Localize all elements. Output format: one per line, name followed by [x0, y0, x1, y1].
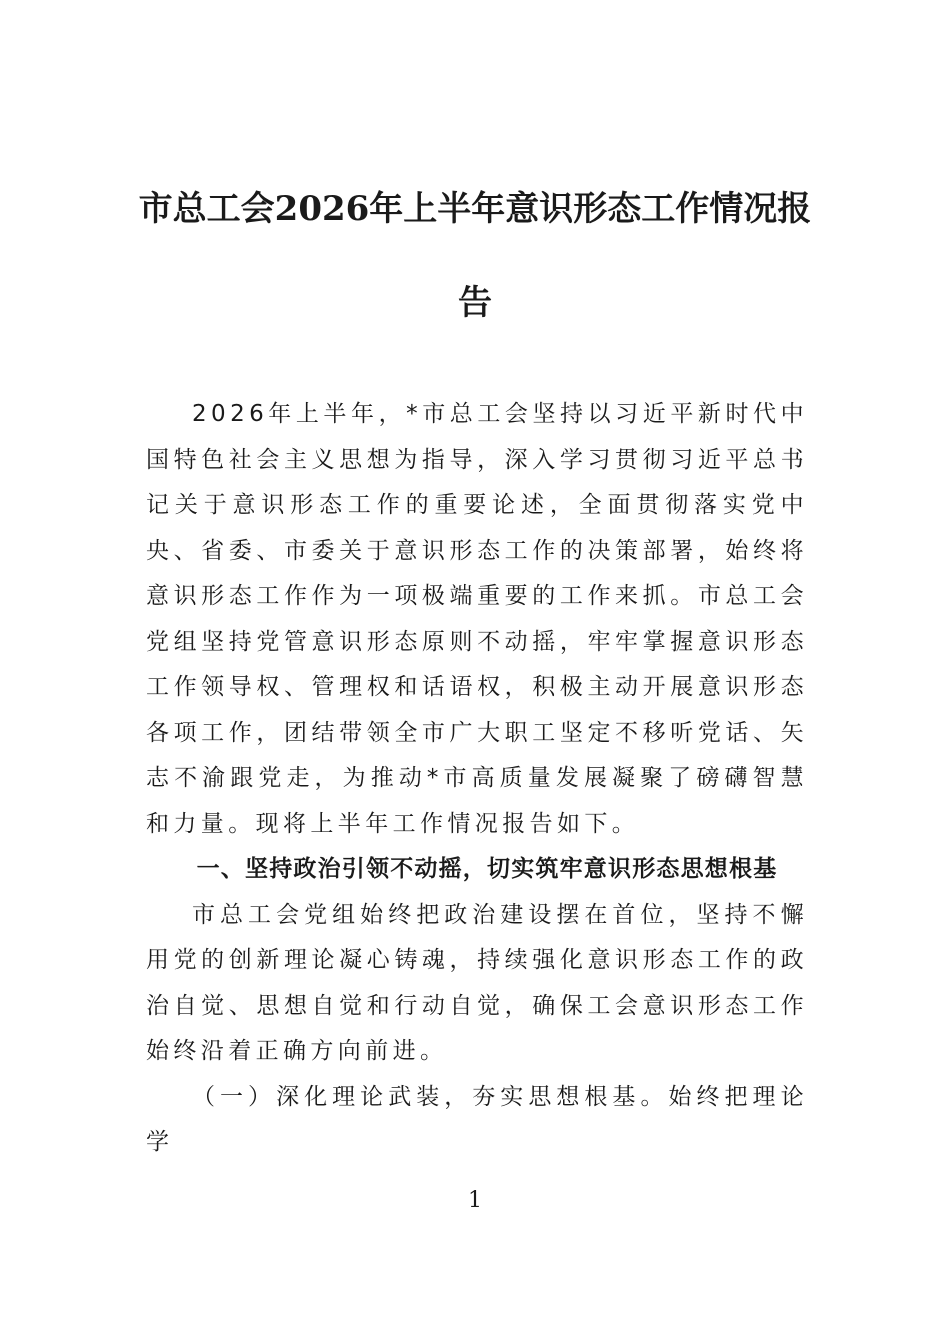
section-1-paragraph: 市总工会党组始终把政治建设摆在首位，坚持不懈用党的创新理论凝心铸魂，持续强化意识形态工作的政治自觉、思想自觉和行动自觉，确保工会意识形态工作始终沿着正确方向前进。 — [146, 901, 808, 1064]
section-heading-1: 一、坚持政治引领不动摇，切实筑牢意识形态思想根基 — [196, 856, 778, 882]
page-number: 1 — [468, 1188, 482, 1213]
document-body — [146, 392, 808, 1166]
document-title: 市总工会2026年上半年意识形态工作情况报告 — [138, 189, 812, 323]
intro-paragraph: 2026年上半年，*市总工会坚持以习近平新时代中国特色社会主义思想为指导，深入学习贯彻习近平总书记关于意识形态工作的重要论述，全面贯彻落实党中央、省委、市委关于意识形态工作的决策部署，始终将意识形态工作作为一项极端重要的工作来抓。市总工会党组坚持党管意识形态原则不动摇，牢牢掌握意识形态工作领导权、管理权和话语权，积极主动开展意识形态各项工作，团结带领全市广大职工坚定不移听党话、矢志不渝跟党走，为推动*市高质量发展凝聚了磅礴智慧和力量。现将上半年工作情况报告如下。 — [146, 401, 808, 837]
subsection-1-paragraph: （一）深化理论武装，夯实思想根基。始终把理论学 — [146, 1083, 808, 1155]
